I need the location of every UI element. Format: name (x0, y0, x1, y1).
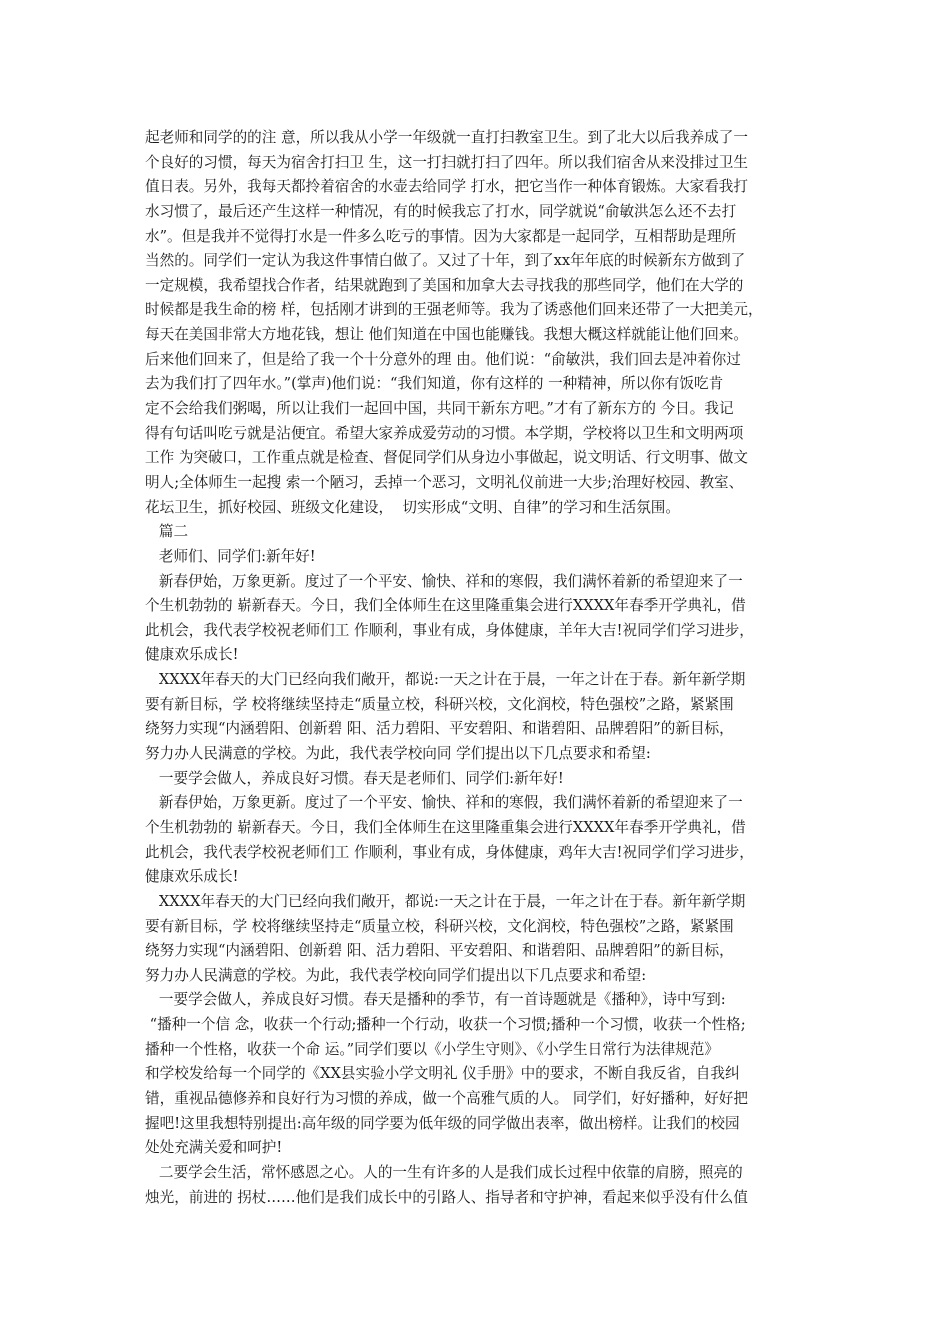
text-line: 新春伊始，万象更新。度过了一个平安、愉快、祥和的寒假，我们满怀着新的希望迎来了一 (145, 572, 743, 590)
text-line: 烛光，前进的 拐杖……他们是我们成长中的引路人、指导者和守护神，看起来似乎没有什么值 (145, 1188, 748, 1206)
text-line: 当然的。同学们一定认为我这件事情白做了。又过了十年，到了xx年年底的时候新东方做到了 (145, 252, 746, 270)
text-line: 处处充满关爱和呵护! (145, 1139, 283, 1157)
text-line: 后来他们回来了，但是给了我一个十分意外的理 由。他们说：“俞敏洪，我们回去是冲着你过 (145, 350, 741, 368)
text-line: 值日表。另外，我每天都拎着宿舍的水壶去给同学 打水，把它当作一种体育锻炼。大家看我打 (145, 178, 748, 196)
document-page (145, 126, 817, 1210)
text-line: 得有句话叫吃亏就是沾便宜。希望大家养成爱劳动的习惯。本学期，学校将以卫生和文明两项 (145, 424, 744, 442)
text-line: 明人;全体师生一起搜 索一个陋习，丢掉一个恶习，文明礼仪前进一大步;治理好校园、教室、 (145, 473, 744, 491)
text-line: 定不会给我们粥喝，所以让我们一起回中国，共同干新东方吧。”才有了新东方的 今日。我记 (145, 400, 734, 418)
text-line: 此机会，我代表学校祝老师们工 作顺利，事业有成，身体健康，鸡年大吉!祝同学们学习进步， (145, 843, 754, 861)
text-line: 一要学会做人，养成良好习惯。春天是播种的季节，有一首诗题就是《播种》，诗中写到: (145, 991, 726, 1009)
text-line: XXXX年春天的大门已经向我们敞开，都说:一天之计在于晨，一年之计在于春。新年新学期 (145, 892, 746, 910)
text-line: 花坛卫生，抓好校园、班级文化建设， 切实形成“文明、自律”的学习和生活氛围。 (145, 498, 680, 516)
text-line: 错，重视品德修养和良好行为习惯的养成，做一个高雅气质的人。 同学们，好好播种，好好把 (145, 1089, 748, 1107)
text-line: 绕努力实现“内涵碧阳、创新碧 阳、活力碧阳、平安碧阳、和谐碧阳、品牌碧阳”的新目标， (145, 720, 734, 738)
text-line: 个生机勃勃的 崭新春天。今日，我们全体师生在这里隆重集会进行XXXX年春季开学典礼，借 (145, 818, 746, 836)
text-line: 和学校发给每一个同学的《XX县实验小学文明礼 仪手册》中的要求，不断自我反省，自我纠 (145, 1065, 740, 1083)
text-line: 新春伊始，万象更新。度过了一个平安、愉快、祥和的寒假，我们满怀着新的希望迎来了一 (145, 794, 743, 812)
text-line: 工作 为突破口，工作重点就是检查、督促同学们从身边小事做起，说文明话、行文明事、做文 (145, 449, 748, 467)
text-line: 播种一个性格，收获一个命 运。”同学们要以《小学生守则》、《小学生日常行为法律规范》 (145, 1040, 719, 1058)
text-line: 一要学会做人，养成良好习惯。春天是老师们、同学们:新年好! (145, 769, 564, 787)
text-line: 绕努力实现“内涵碧阳、创新碧 阳、活力碧阳、平安碧阳、和谐碧阳、品牌碧阳”的新目标， (145, 942, 734, 960)
text-line: “播种一个信 念，收获一个行动;播种一个行动，收获一个习惯;播种一个习惯，收获一个性格; (145, 1016, 746, 1034)
text-line: 努力办人民满意的学校。为此，我代表学校向同学们提出以下几点要求和希望: (145, 966, 647, 984)
text-line: XXXX年春天的大门已经向我们敞开，都说:一天之计在于晨，一年之计在于春。新年新学期 (145, 671, 746, 689)
text-line: 要有新目标，学 校将继续坚持走“质量立校，科研兴校，文化润校，特色强校”之路，紧紧围 (145, 695, 734, 713)
text-line: 去为我们打了四年水。”(掌声)他们说：“我们知道，你有这样的 一种精神，所以你有饭吃肯 (145, 375, 724, 393)
text-line: 时候都是我生命的榜 样，包括刚才讲到的王强老师等。我为了诱惑他们回来还带了一大把美元， (145, 301, 763, 319)
text-line: 一定规模，我希望找合作者，结果就跑到了美国和加拿大去寻找我的那些同学，他们在大学的 (145, 276, 744, 294)
text-line: 要有新目标，学 校将继续坚持走“质量立校，科研兴校，文化润校，特色强校”之路，紧紧围 (145, 917, 734, 935)
text-line: 起老师和同学的的注 意，所以我从小学一年级就一直打扫教室卫生。到了北大以后我养成了一 (145, 129, 748, 146)
text-line: 水习惯了，最后还产生这样一种情况，有的时候我忘了打水，同学就说“俞敏洪怎么还不去打 (145, 202, 737, 220)
text-line: 二要学会生活，常怀感恩之心。人的一生有许多的人是我们成长过程中依靠的肩膀，照亮的 (145, 1163, 743, 1181)
text-line: 老师们、同学们:新年好! (145, 547, 316, 565)
text-line: 握吧!这里我想特别提出:高年级的同学要为低年级的同学做出表率，做出榜样。让我们的校园 (145, 1114, 740, 1132)
text-line: 此机会，我代表学校祝老师们工 作顺利，事业有成，身体健康，羊年大吉!祝同学们学习进步， (145, 621, 754, 639)
text-line: 水”。但是我并不觉得打水是一件多么吃亏的事情。因为大家都是一起同学，互相帮助是理所 (145, 227, 737, 245)
text-line: 健康欢乐成长! (145, 646, 239, 664)
text-line: 个良好的习惯，每天为宿舍打扫卫 生，这一打扫就打扫了四年。所以我们宿舍从来没排过卫生 (145, 153, 748, 171)
text-line: 健康欢乐成长! (145, 868, 239, 886)
text-line: 篇二 (145, 523, 189, 541)
text-line: 努力办人民满意的学校。为此，我代表学校向同 学们提出以下几点要求和希望: (145, 745, 651, 763)
text-line: 每天在美国非常大方地花钱，想让 他们知道在中国也能赚钱。我想大概这样就能让他们回来。 (145, 326, 748, 344)
text-line: 个生机勃勃的 崭新春天。今日，我们全体师生在这里隆重集会进行XXXX年春季开学典礼，借 (145, 597, 746, 615)
